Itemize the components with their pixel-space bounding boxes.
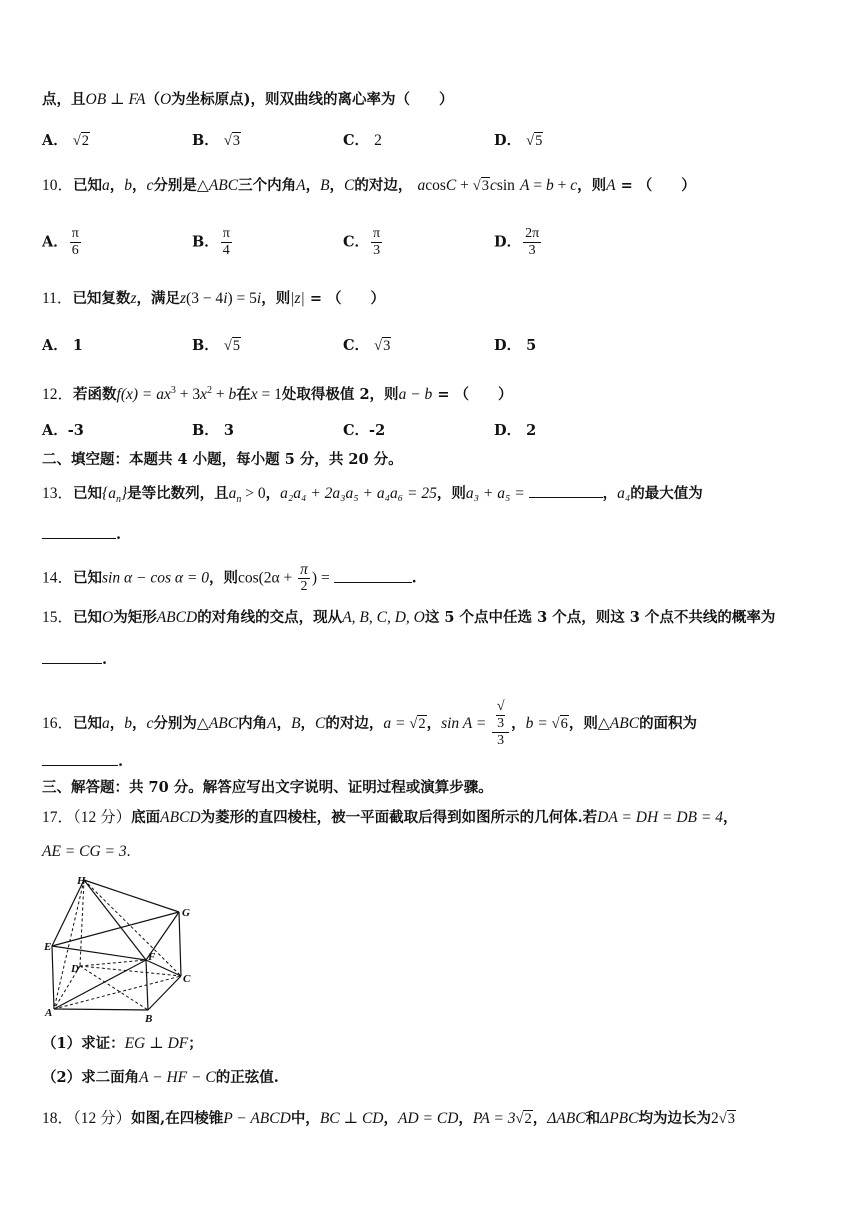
label-G: G — [182, 907, 190, 919]
edge-AB — [54, 1009, 148, 1010]
q13-answer-blank-1[interactable] — [529, 483, 603, 498]
q15-stem: 15．已知O为矩形ABCD的对角线的交点，现从A, B, C, D, O这 5 个点中任选 3 个点，则这 3 个点不共线的概率为 — [42, 609, 776, 626]
q10-option-c[interactable]: C． $\frac{\pi}{3}$ — [343, 226, 381, 258]
q10-option-d[interactable]: D． $\frac{2\pi}{3}$ — [494, 226, 540, 258]
q16-stem: 16．已知a，b，c分别为△ABC内角A，B，C的对边，a = √2，sin A = √ 3 3 ，b = √6，则△ABC的面积为 — [42, 699, 698, 748]
q10-option-a[interactable]: A． $\frac{\pi}{6}$ — [42, 226, 79, 258]
q16-answer-blank[interactable] — [42, 751, 118, 766]
edge-GC — [179, 912, 181, 976]
section-2-heading: 二、填空题：本题共 4 小题，每小题 5 分，共 20 分。 — [42, 451, 403, 468]
label-F: F — [148, 951, 156, 963]
q14-stem: 14．已知sin α − cos α = 0，则cos(2α + $\frac{\pi}{2}$ ) = . — [42, 561, 417, 594]
label-B: B — [145, 1013, 153, 1024]
q9-option-a[interactable]: A． √2 — [42, 132, 90, 149]
q12-stem: 12．若函数$f(x) = ax^3 + 3x^2 + b$在x = 1处取得极值 2，则a − b = （ ） — [42, 385, 513, 403]
edge-HG — [84, 880, 179, 912]
q17-part2: （2）求二面角A − HF − C的正弦值. — [42, 1069, 279, 1086]
q13-answer-blank-2[interactable] — [42, 524, 116, 539]
q14-answer-blank[interactable] — [334, 568, 412, 583]
q17-geometry-figure — [44, 874, 204, 1024]
q11-option-c[interactable]: C． √3 — [343, 337, 391, 354]
edge-DB — [80, 966, 148, 1010]
q9-text: 为坐标原点)，则双曲线的离心率为（ ） — [171, 91, 454, 108]
q9-math: OB ⊥ FA — [85, 91, 146, 108]
q12-option-c[interactable]: C．-2 — [343, 422, 386, 439]
q10-option-b[interactable]: B． $\frac{\pi}{4}$ — [192, 226, 230, 258]
q13-stem: 13．已知$\{a_n\}$是等比数列，且$a_n > 0$，a₂a₄ + 2a₃a₅ + a₄a₆ = 25，则a₃ + a₅ = ，a₄的最大值为 — [42, 485, 703, 505]
edge-HF — [84, 880, 146, 960]
edge-BC — [148, 976, 181, 1010]
edge-HC — [84, 880, 181, 976]
q11-stem: 11．已知复数z，满足z(3 − 4i) = 5i，则|z| = （ ） — [42, 290, 386, 307]
q15-tail: . — [42, 649, 107, 670]
q15-answer-blank[interactable] — [42, 649, 102, 664]
q18-stem: 18．（12 分）如图,在四棱锥P − ABCD中，BC ⊥ CD，AD = CD，PA = 3√2，ΔABC和ΔPBC均为边长为2√3 — [42, 1110, 735, 1127]
q11-option-d[interactable]: D． 5 — [494, 337, 537, 354]
q9-option-c[interactable]: C． 2 — [343, 132, 382, 149]
q9-option-b[interactable]: B． √3 — [192, 132, 241, 149]
q17-part1: （1）求证：EG ⊥ DF； — [42, 1035, 203, 1052]
q9-math: O — [159, 91, 172, 108]
label-E: E — [44, 941, 52, 953]
label-D: D — [71, 963, 79, 975]
q9-option-d[interactable]: D． √5 — [494, 132, 543, 149]
q9-stem — [42, 90, 454, 110]
section-3-heading: 三、解答题：共 70 分。解答应写出文字说明、证明过程或演算步骤。 — [42, 779, 493, 796]
q12-option-b[interactable]: B． 3 — [192, 422, 234, 439]
q11-option-b[interactable]: B． √5 — [192, 337, 241, 354]
edge-EG — [52, 912, 179, 946]
q11-option-a[interactable]: A． 1 — [42, 337, 83, 354]
label-A: A — [45, 1007, 53, 1019]
edge-AF — [54, 960, 146, 1009]
q12-option-a[interactable]: A．-3 — [42, 422, 84, 439]
edge-DC — [80, 966, 181, 976]
edge-HE — [52, 880, 84, 946]
q12-option-d[interactable]: D． 2 — [494, 422, 537, 439]
q9-text: 点，且 — [42, 91, 86, 108]
q17-stem-line2: AE = CG = 3. — [42, 843, 131, 860]
q13-tail: . — [42, 524, 121, 545]
edge-AC — [54, 976, 181, 1009]
q10-stem: 10．已知a，b，c分别是△ABC三个内角A，B，C的对边， acosC + √3csin A = b + c，则A = （ ） — [42, 177, 696, 194]
q17-stem: 17．（12 分）底面ABCD为菱形的直四棱柱，被一平面截取后得到如图所示的几何体.若DA = DH = DB = 4， — [42, 809, 738, 826]
label-C: C — [183, 973, 191, 985]
q16-tail: . — [42, 751, 123, 772]
label-H: H — [77, 875, 86, 887]
q9-text: （ — [145, 91, 160, 108]
edge-EA — [52, 946, 54, 1009]
